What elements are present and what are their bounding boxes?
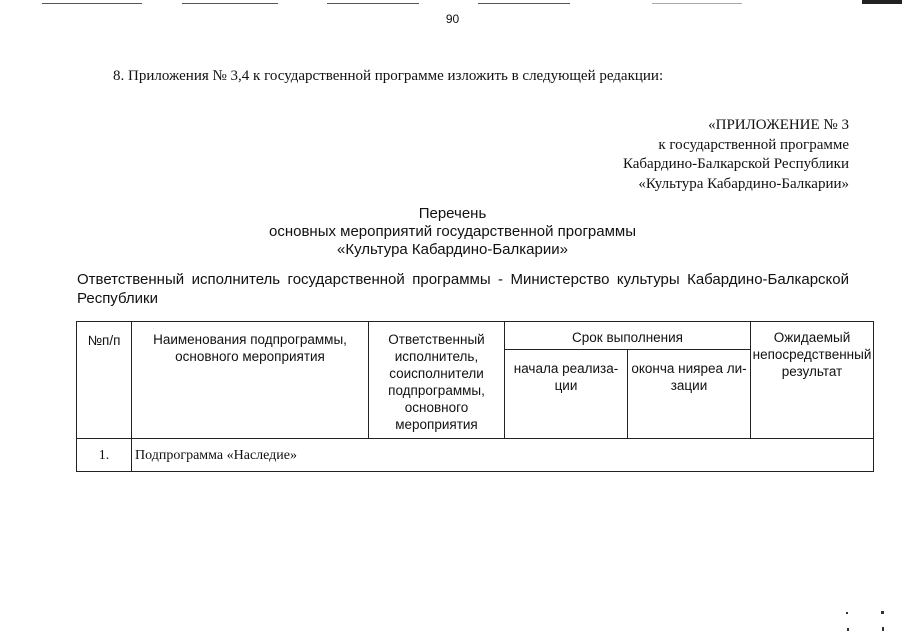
top-rule xyxy=(327,3,419,4)
page-number: 90 xyxy=(445,12,460,26)
top-rule xyxy=(478,3,570,4)
corner-mark xyxy=(862,0,902,4)
scan-speck xyxy=(882,627,884,631)
list-title-line: «Культура Кабардино-Балкарии» xyxy=(337,241,568,258)
row-name: Подпрограмма «Наследие» xyxy=(132,439,874,472)
list-title-line: основных мероприятий государственной программы xyxy=(268,223,637,240)
row-num: 1. xyxy=(77,439,132,472)
list-title xyxy=(0,205,905,259)
header-term-end: оконча нияреа ли-зации xyxy=(628,350,751,439)
appendix-header xyxy=(623,116,849,194)
header-term: Срок выполнения xyxy=(505,322,751,350)
appendix-line: Кабардино-Балкарской Республики xyxy=(622,156,849,172)
appendix-line: «Культура Кабардино-Балкарии» xyxy=(638,175,849,192)
header-num: №п/п xyxy=(77,322,132,439)
top-rule xyxy=(42,3,142,4)
appendix-line: к государственной программе xyxy=(658,136,849,153)
scan-speck xyxy=(846,612,848,614)
activities-table xyxy=(76,321,874,472)
executor-text: Ответственный исполнитель государственной программы - Министерство культуры Кабардино-Балкарской Республики xyxy=(77,271,849,307)
header-responsible: Ответственный исполнитель, соисполнители подпрограммы, основного мероприятия xyxy=(369,322,505,439)
scan-speck xyxy=(847,628,849,631)
scan-speck xyxy=(881,611,884,614)
header-result: Ожидаемый непосредственный результат xyxy=(751,322,874,439)
top-rule xyxy=(652,3,742,4)
top-rule xyxy=(182,3,278,4)
table-row xyxy=(77,439,874,472)
header-name: Наименования подпрограммы, основного мероприятия xyxy=(132,322,369,439)
header-term-start: начала реализа-ции xyxy=(505,350,628,439)
list-title-line: Перечень xyxy=(418,205,487,222)
appendix-line: «ПРИЛОЖЕНИЕ № 3 xyxy=(708,117,849,133)
instruction-text: 8. Приложения № 3,4 к государственной программе изложить в следующей редакции: xyxy=(113,68,664,84)
